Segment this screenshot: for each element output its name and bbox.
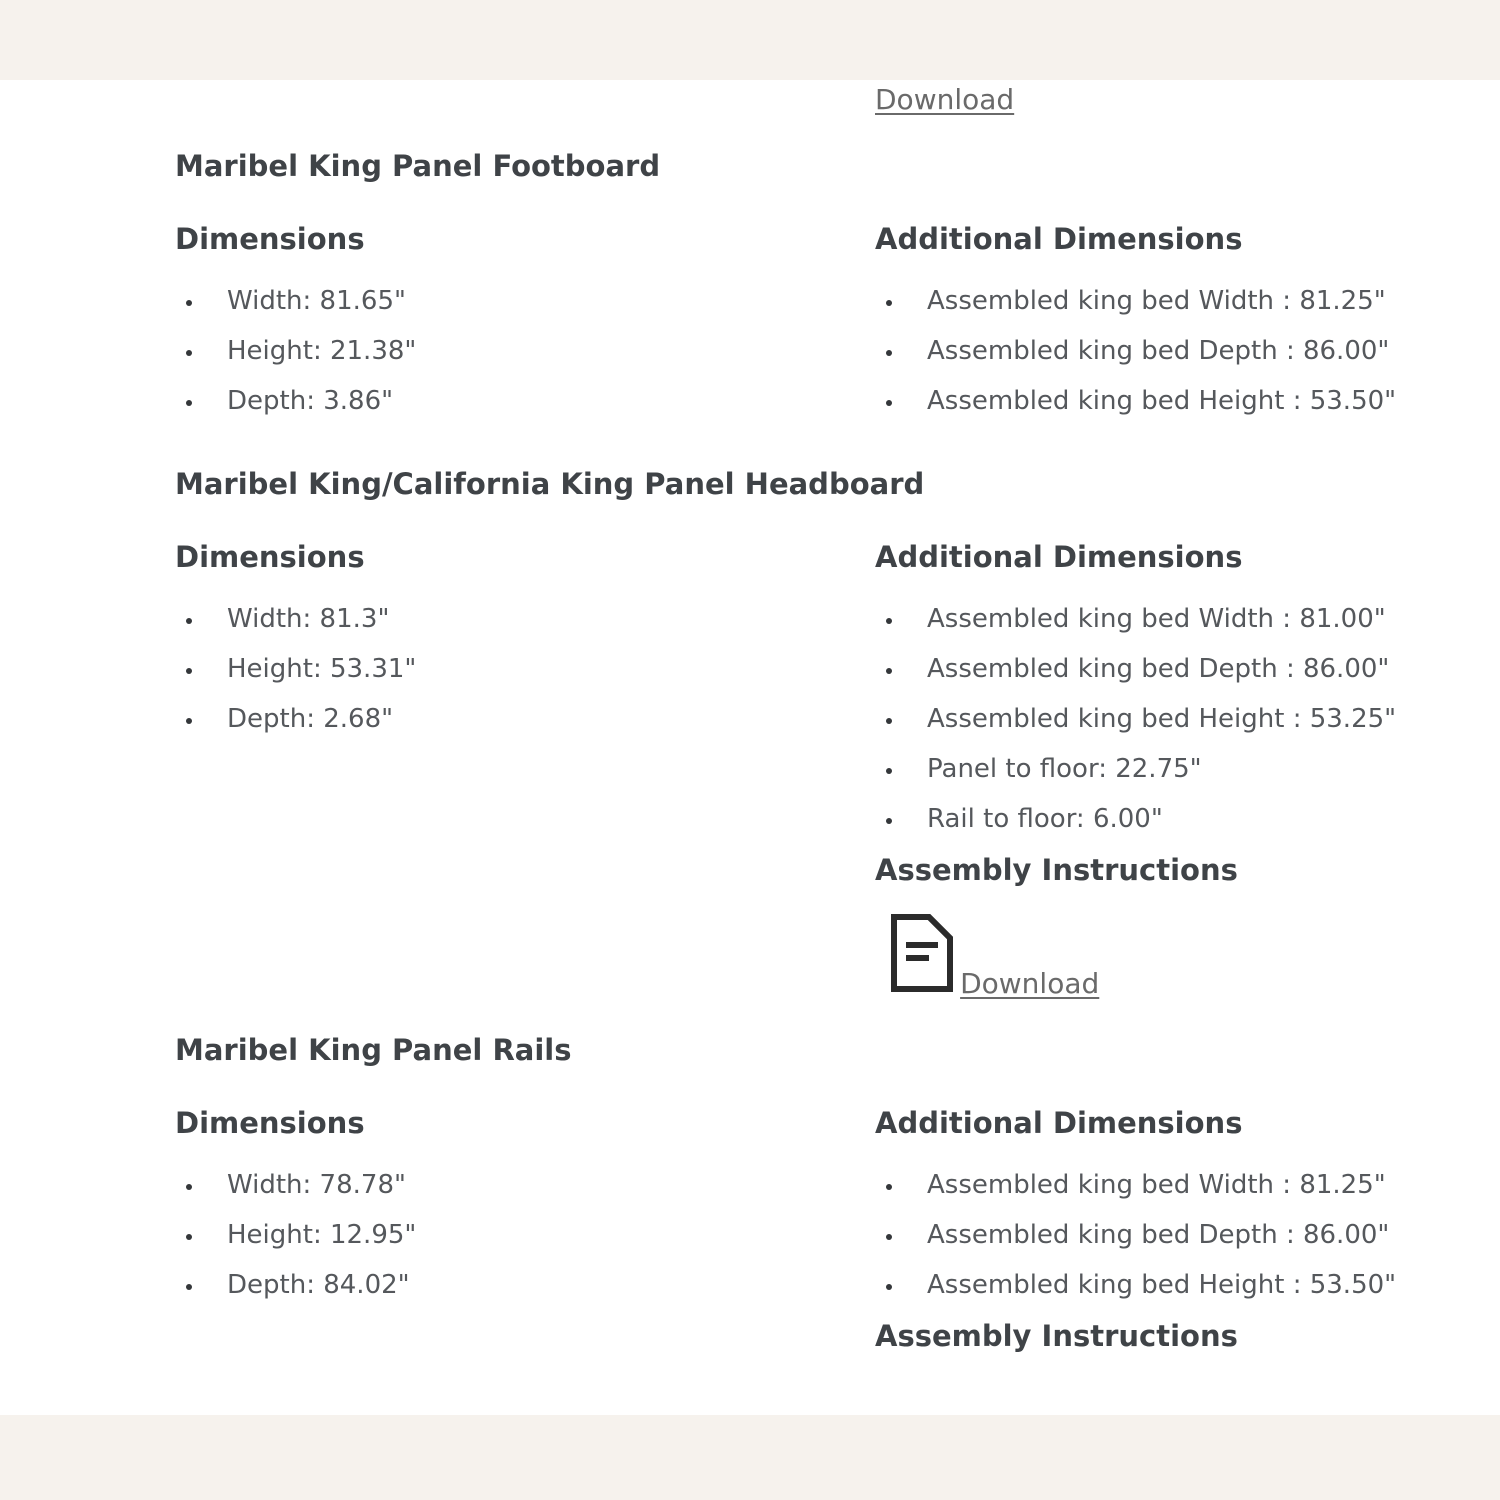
download-link[interactable]: Download [875,83,1015,116]
dimension-item: • Width: 78.78" [205,1170,875,1201]
additional-dimensions-heading: Additional Dimensions [875,540,1243,574]
download-link[interactable]: Download [960,967,1100,1000]
section-title: Maribel King/California King Panel Headboard [175,467,925,501]
dimensions-heading: Dimensions [175,1106,365,1140]
dimension-item: • Depth: 2.68" [205,704,875,735]
dimensions-heading: Dimensions [175,222,365,256]
previous-section-download [875,80,1410,118]
content-area [0,80,1500,1415]
additional-dimensions-column [875,1067,1410,1353]
dimension-item: • Assembled king bed Width : 81.00" [905,604,1410,635]
assembly-instructions-heading: Assembly Instructions [875,853,1238,887]
section-title: Maribel King Panel Rails [175,1033,572,1067]
dimension-item: • Width: 81.3" [205,604,875,635]
dimension-item: • Assembled king bed Width : 81.25" [905,1170,1410,1201]
dimension-item: • Height: 21.38" [205,336,875,367]
dimensions-column [175,183,875,436]
dimension-item: • Rail to floor: 6.00" [905,804,1410,835]
dimension-item: • Width: 81.65" [205,286,875,317]
dimension-item: • Height: 12.95" [205,1220,875,1251]
document-icon [889,913,955,993]
additional-dimensions-list [875,1170,1410,1301]
additional-dimensions-column [875,501,1410,1002]
additional-dimensions-list [875,286,1410,417]
dimension-item: • Assembled king bed Width : 81.25" [905,286,1410,317]
additional-dimensions-column [875,183,1410,436]
dimensions-list [175,1170,875,1301]
dimensions-list [175,286,875,417]
dimension-item: • Assembled king bed Height : 53.25" [905,704,1410,735]
additional-dimensions-heading: Additional Dimensions [875,222,1243,256]
dimension-item: • Assembled king bed Height : 53.50" [905,386,1410,417]
dimension-item: • Height: 53.31" [205,654,875,685]
section-footboard [175,150,1410,436]
additional-dimensions-list [875,604,1410,835]
dimension-item: • Assembled king bed Depth : 86.00" [905,336,1410,367]
dimension-item: • Assembled king bed Depth : 86.00" [905,654,1410,685]
section-title: Maribel King Panel Footboard [175,149,661,183]
dimensions-column [175,1067,875,1353]
section-rails [175,1034,1410,1353]
section-headboard [175,468,1410,1002]
dimension-item: • Panel to floor: 22.75" [905,754,1410,785]
dimensions-column [175,501,875,1002]
dimension-item: • Depth: 3.86" [205,386,875,417]
additional-dimensions-heading: Additional Dimensions [875,1106,1243,1140]
assembly-file-link[interactable] [889,913,955,997]
dimensions-list [175,604,875,735]
dimension-item: • Depth: 84.02" [205,1270,875,1301]
assembly-instructions-heading: Assembly Instructions [875,1319,1238,1353]
dimension-item: • Assembled king bed Height : 53.50" [905,1270,1410,1301]
dimension-item: • Assembled king bed Depth : 86.00" [905,1220,1410,1251]
dimensions-heading: Dimensions [175,540,365,574]
